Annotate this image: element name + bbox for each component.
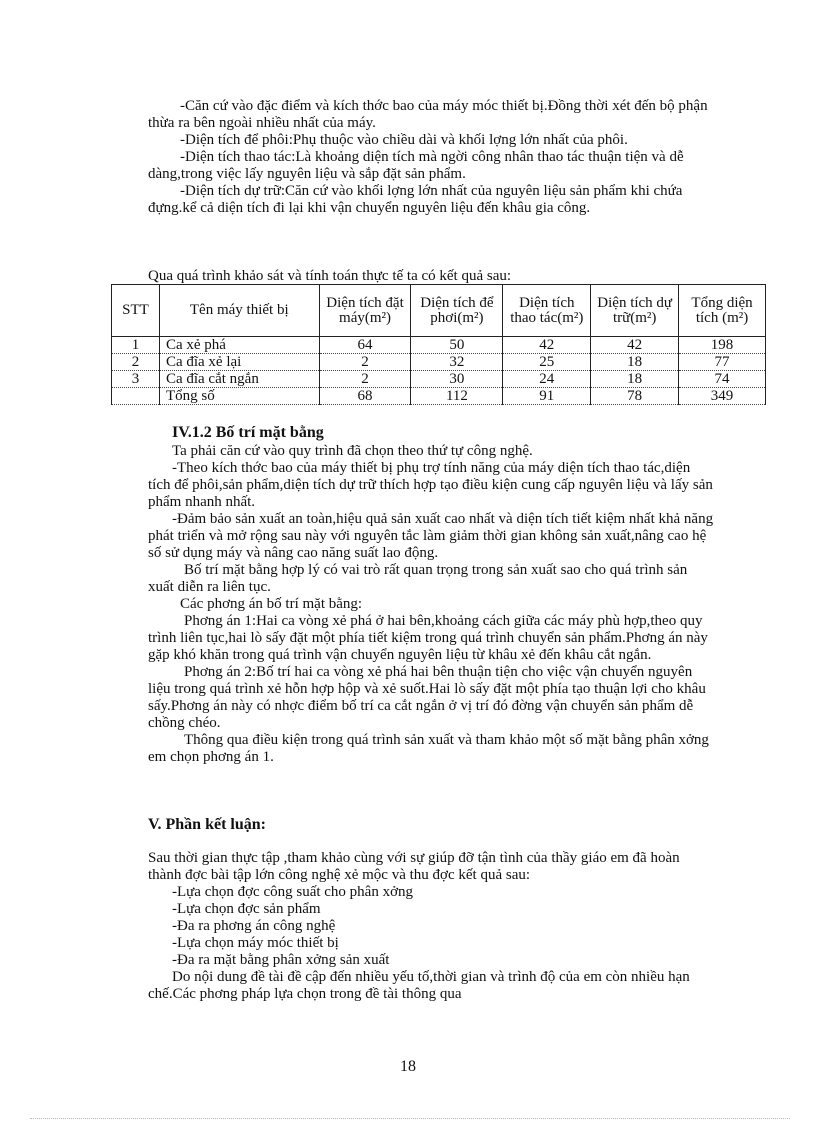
table-caption: Qua quá trình khảo sát và tính toán thực tế ta có kết quả sau:	[148, 268, 512, 284]
body-paragraph: Phơng án 2:Bố trí hai ca vòng xẻ phá hai bên thuận tiện cho việc vận chuyển nguyên liệu trong quá trình xẻ hỗn hợp hộp và xẻ suốt.Hai lò sấy đặt một phía tạo thuận lợi cho khâu sấy.Phơng án này có nhợc điểm bố trí ca cắt ngắn ở vị trí đó đờng vận chuyển sản phẩm dễ chồng chéo.	[148, 664, 706, 731]
body-paragraph: Phơng án 1:Hai ca vòng xẻ phá ở hai bên,khoảng cách giữa các máy phù hợp,theo quy trình liên tục,hai lò sấy đặt một phía tiết kiệm trong quá trình chuyển sản phẩm.Phơng án này gặp khó khăn trong quá trình vận chuyển nguyên liệu từ khâu xẻ đến khâu cắt ngắn.	[148, 613, 708, 663]
intro-paragraph: -Căn cứ vào đặc điểm và kích thớc bao của máy móc thiết bị.Đồng thời xét đến bộ phận thừa ra bên ngoài nhiều nhất của máy.	[148, 98, 708, 131]
table-cell: 112	[411, 388, 503, 405]
table-cell: 18	[591, 354, 679, 371]
table-cell: 68	[319, 388, 411, 405]
table-cell: 1	[112, 337, 160, 354]
list-item: -Đa ra phơng án công nghệ	[172, 918, 336, 934]
table-header-cell: Diện tích đặt máy(m²)	[319, 285, 411, 337]
table-total-row	[112, 388, 766, 405]
body-paragraph: Sau thời gian thực tập ,tham khảo cùng với sự giúp đỡ tận tình của thầy giáo em đã hoàn thành đợc bài tập lớn công nghệ xẻ mộc và thu đợc kết quả sau:	[148, 850, 680, 883]
body-paragraph: -Theo kích thớc bao của máy thiết bị phụ trợ tính năng của máy diện tích thao tác,diện tích để phôi,sản phẩm,diện tích dự trữ thích hợp tạo điều kiện cung cấp nguyên liệu và lấy sản phẩm nhanh nhất.	[148, 460, 713, 510]
table-cell: 64	[319, 337, 411, 354]
table-cell: 2	[319, 371, 411, 388]
section-v-title: V. Phần kết luận:	[148, 816, 266, 833]
table-header-row	[112, 285, 766, 337]
intro-paragraph: -Diện tích thao tác:Là khoảng diện tích mà ngời công nhân thao tác thuận tiện và dễ dàng,trong việc lấy nguyên liệu và sắp đặt sản phẩm.	[148, 149, 684, 182]
table-cell: 25	[503, 354, 591, 371]
list-item: -Lựa chọn đợc công suất cho phân xởng	[172, 884, 414, 900]
table-cell: Ca đĩa xẻ lại	[159, 354, 319, 371]
table-row	[112, 337, 766, 354]
table-cell: 91	[503, 388, 591, 405]
table-cell: 198	[679, 337, 766, 354]
table-cell: 18	[591, 371, 679, 388]
body-paragraph: Các phơng án bố trí mặt bằng:	[180, 596, 363, 612]
table-header-cell: Tên máy thiết bị	[159, 285, 319, 337]
table-cell	[112, 388, 160, 405]
table-cell: 42	[503, 337, 591, 354]
intro-paragraph: -Diện tích dự trữ:Căn cứ vào khối lợng lớn nhất của nguyên liệu sản phẩm khi chứa đựng.kể cả diện tích đi lại khi vận chuyển nguyên liệu đến khâu gia công.	[148, 183, 683, 216]
body-paragraph: -Đảm bảo sản xuất an toàn,hiệu quả sản xuất cao nhất và diện tích tiết kiệm nhất khả năng phát triển và mở rộng sau này với nguyên tắc làm giảm thời gian không sản xuất,nâng cao hệ số sử dụng máy và nâng cao năng suất lao động.	[148, 511, 714, 561]
table-header-cell: Tổng diện tích (m²)	[679, 285, 766, 337]
table-cell: 30	[411, 371, 503, 388]
table-cell: 77	[679, 354, 766, 371]
table-cell: Tổng số	[159, 388, 319, 405]
section-iv-body	[148, 443, 714, 766]
table-cell: 3	[112, 371, 160, 388]
table-row	[112, 354, 766, 371]
list-item: -Lựa chọn máy móc thiết bị	[172, 935, 339, 951]
table-header-cell: Diện tích để phơi(m²)	[411, 285, 503, 337]
page-number: 18	[400, 1058, 416, 1075]
intro-paragraph: -Diện tích để phôi:Phụ thuộc vào chiều dài và khối lợng lớn nhất của phôi.	[180, 132, 628, 148]
body-paragraph: Do nội dung đề tài đề cập đến nhiều yếu tố,thời gian và trình độ của em còn nhiều hạn chế.Các phơng pháp lựa chọn trong đề tài thông qua	[148, 969, 690, 1002]
table-cell: 42	[591, 337, 679, 354]
page-bottom-divider	[30, 1118, 790, 1119]
table-header-cell: Diện tích dự trữ(m²)	[591, 285, 679, 337]
intro-section	[148, 98, 714, 217]
table-cell: Ca đĩa cắt ngắn	[159, 371, 319, 388]
table-cell: 32	[411, 354, 503, 371]
list-item: -Lựa chọn đợc sản phẩm	[172, 901, 321, 917]
section-iv-title: IV.1.2 Bố trí mặt bằng	[172, 424, 324, 441]
table-cell: Ca xẻ phá	[159, 337, 319, 354]
table-cell: 2	[319, 354, 411, 371]
table-cell: 78	[591, 388, 679, 405]
table-cell: 50	[411, 337, 503, 354]
table-header-cell: STT	[112, 285, 160, 337]
section-v-body	[148, 850, 714, 1003]
table-row	[112, 371, 766, 388]
body-paragraph: Thông qua điều kiện trong quá trình sản xuất và tham khảo một số mặt bằng phân xởng em chọn phơng án 1.	[148, 732, 709, 765]
table-cell: 74	[679, 371, 766, 388]
body-paragraph: Ta phải căn cứ vào quy trình đã chọn theo thứ tự công nghệ.	[172, 443, 533, 459]
table-cell: 349	[679, 388, 766, 405]
table-header-cell: Diện tích thao tác(m²)	[503, 285, 591, 337]
list-item: -Đa ra mặt bằng phân xởng sản xuất	[172, 952, 390, 968]
table-cell: 24	[503, 371, 591, 388]
table-cell: 2	[112, 354, 160, 371]
area-table	[111, 284, 766, 405]
body-paragraph: Bố trí mặt bằng hợp lý có vai trò rất quan trọng trong sản xuất sao cho quá trình sản xuất diễn ra liên tục.	[148, 562, 688, 595]
